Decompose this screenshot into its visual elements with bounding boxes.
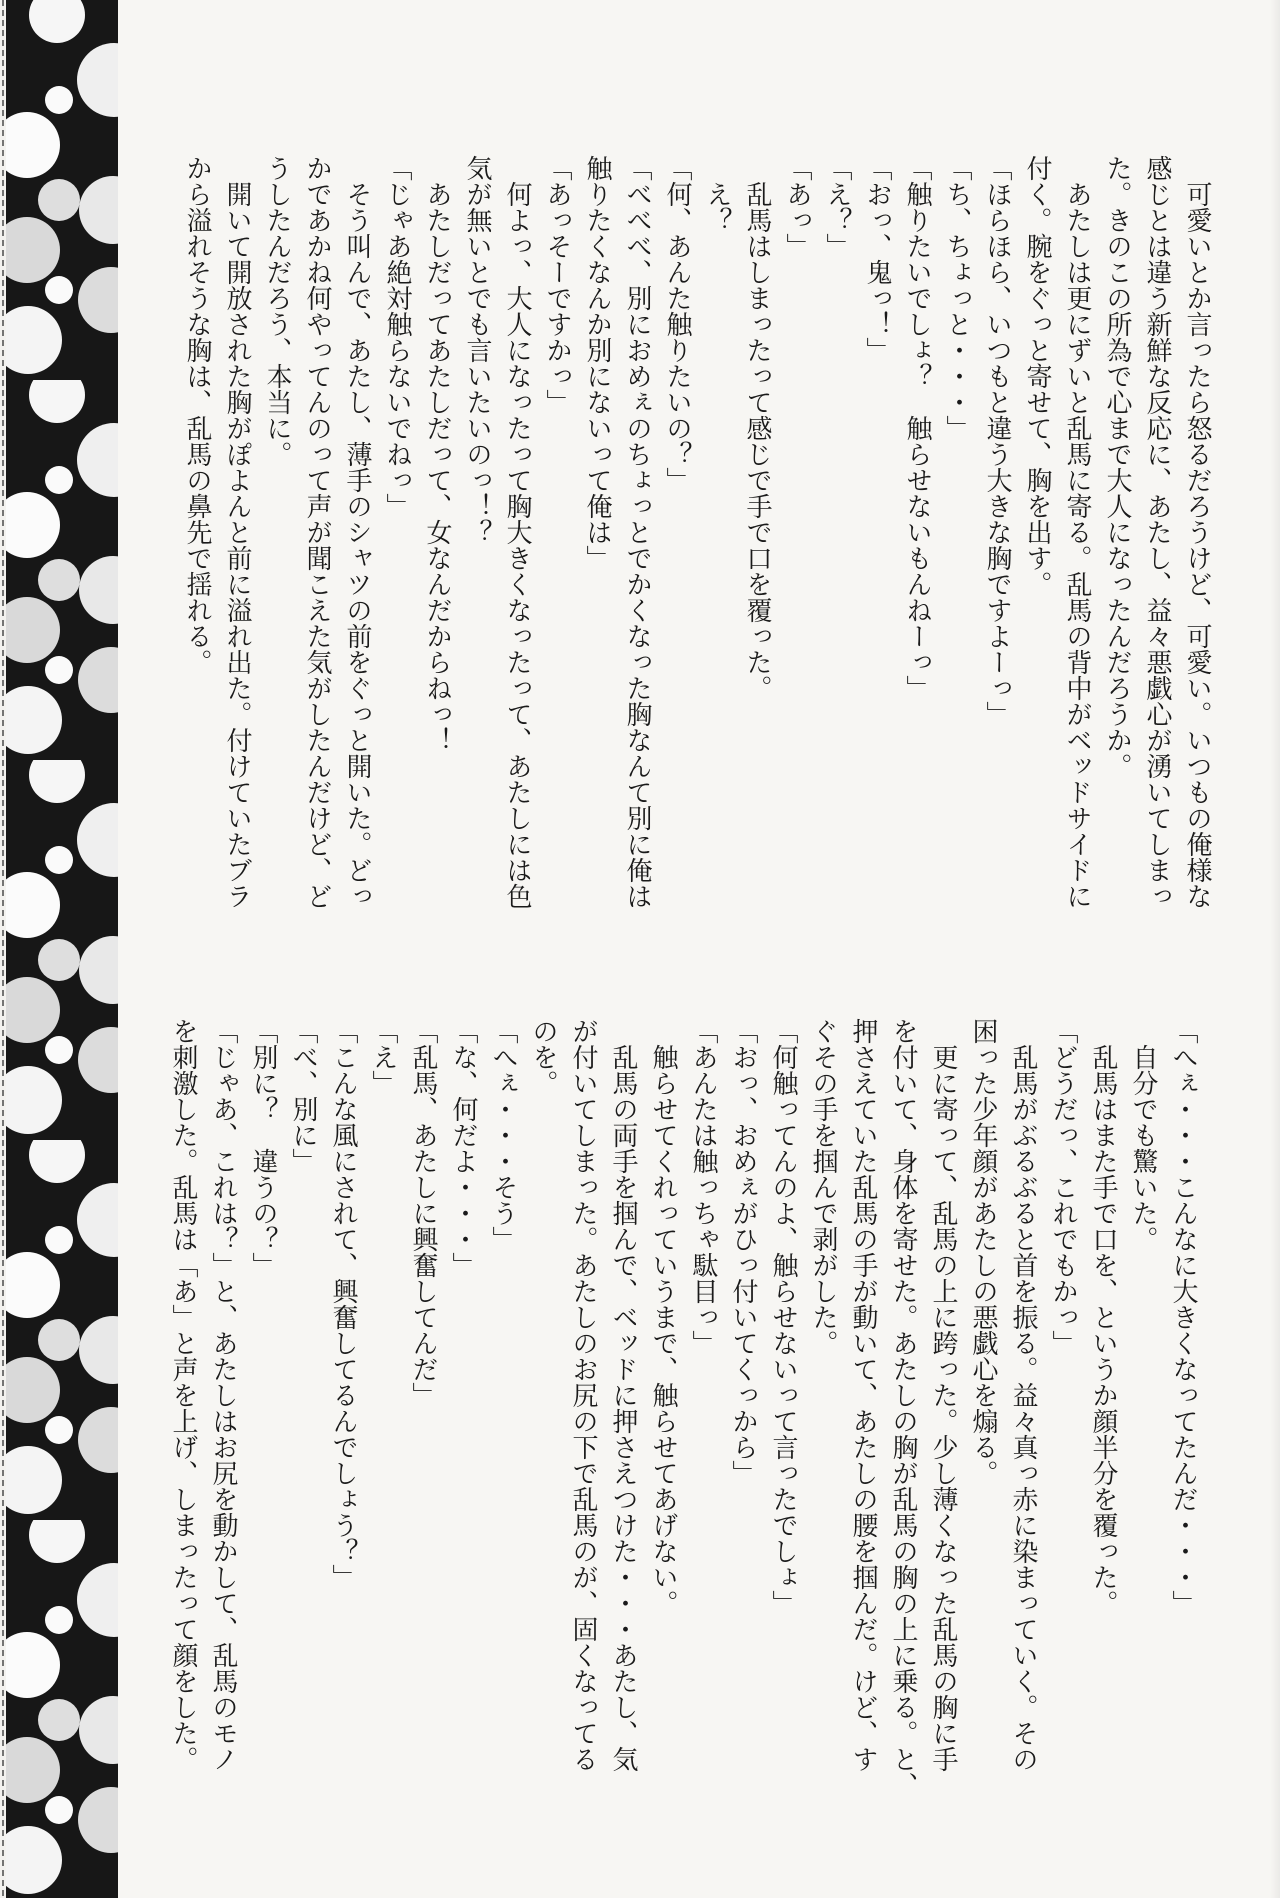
text-line: 触らせてくれっていうまで、触らせてあげない。 — [649, 1018, 678, 1616]
text-line: 「どうだっ、これでもかっ」 — [1049, 1018, 1078, 1356]
text-line: かであかね何やってんのって声が聞こえた気がしたんだけど、ど — [303, 155, 332, 909]
text-line: 気が無いとでも言いたいのっ！？ — [463, 155, 492, 545]
text-line: 「じゃあ、これは？」と、あたしはお尻を動かして、乱馬のモノ — [209, 1018, 238, 1772]
text-line: 「あっ」 — [783, 155, 812, 259]
text-line: ぐその手を掴んで剥がした。 — [809, 1018, 838, 1356]
text-line: 「え」 — [369, 1018, 398, 1096]
text-line: 「ち、ちょっと・・・」 — [943, 155, 972, 441]
text-line: 押さえていた乱馬の手が動いて、あたしの腰を掴んだ。けど、す — [849, 1018, 878, 1772]
text-line: 可愛いとか言ったら怒るだろうけど、可愛い。いつもの俺様な — [1183, 155, 1212, 909]
text-line: 「へぇ・・・こんなに大きくなってたんだ・・・」 — [1169, 1018, 1198, 1616]
text-line: 「おっ、鬼っ！」 — [863, 155, 892, 363]
text-line: 乱馬はまた手で口を、というか顔半分を覆った。 — [1089, 1018, 1118, 1616]
text-line: 「触りたいでしょ？ 触らせないもんねーっ」 — [903, 155, 932, 701]
text-line: あたしは更にずいと乱馬に寄る。乱馬の背中がベッドサイドに — [1063, 155, 1092, 909]
text-line: 「べべべ、別におめぇのちょっとでかくなった胸なんて別に俺は — [623, 155, 652, 909]
text-block-upper — [177, 155, 1217, 941]
text-line: 「乱馬、あたしに興奮してんだ」 — [409, 1018, 438, 1408]
text-line: 「何触ってんのよ、触らせないって言ったでしょ」 — [769, 1018, 798, 1616]
text-line: 「へぇ・・・そう」 — [489, 1018, 518, 1252]
text-line: から溢れそうな胸は、乱馬の鼻先で揺れる。 — [183, 155, 212, 675]
text-line: 「え？」 — [823, 155, 852, 259]
text-line: 「別に？ 違うの？」 — [249, 1018, 278, 1278]
text-line: 乱馬の両手を掴んで、ベッドに押さえつけた・・・あたし、気 — [609, 1018, 638, 1772]
text-line: あたしだってあたしだって、女なんだからねっ！ — [423, 155, 452, 753]
polka-dot-pattern-icon — [0, 0, 118, 1898]
text-line: 「おっ、おめぇがひっ付いてくっから」 — [729, 1018, 758, 1486]
text-line: た。きのこの所為で心まで大人になったんだろうか。 — [1103, 155, 1132, 779]
text-line: 「べ、別に」 — [289, 1018, 318, 1174]
text-line: 触りたくなんか別にないって俺は」 — [583, 155, 612, 571]
text-line: 更に寄って、乱馬の上に跨った。少し薄くなった乱馬の胸に手 — [929, 1018, 958, 1772]
text-line: 乱馬はしまったって感じで手で口を覆った。 — [743, 155, 772, 701]
text-line: を刺激した。乱馬は「あ」と声を上げ、しまったって顔をした。 — [169, 1018, 198, 1772]
text-line: 何よっ、大人になったって胸大きくなったって、あたしには色 — [503, 155, 532, 909]
text-line: 「ほらほら、いつもと違う大きな胸ですよーっ」 — [983, 155, 1012, 727]
text-line: 「何、あんた触りたいの？」 — [663, 155, 692, 493]
text-line: 「じゃあ絶対触らないでねっ」 — [383, 155, 412, 519]
text-line: が付いてしまった。あたしのお尻の下で乱馬のが、固くなってる — [569, 1018, 598, 1772]
page-edge-shadow — [1270, 0, 1280, 1898]
text-line: 「あんたは触っちゃ駄目っ」 — [689, 1018, 718, 1356]
text-line: 付く。腕をぐっと寄せて、胸を出す。 — [1023, 155, 1052, 597]
text-block-lower — [163, 1018, 1203, 1830]
polka-dot-border — [0, 0, 118, 1898]
text-line: え？ — [703, 155, 732, 233]
text-line: 開いて開放された胸がぽよんと前に溢れ出た。付けていたブラ — [223, 155, 252, 909]
text-line: 感じとは違う新鮮な反応に、あたし、益々悪戯心が湧いてしまっ — [1143, 155, 1172, 909]
text-line: 「あっそーですかっ」 — [543, 155, 572, 415]
text-line: 困った少年顔があたしの悪戯心を煽る。 — [969, 1018, 998, 1486]
text-line: 「こんな風にされて、興奮してるんでしょう？」 — [329, 1018, 358, 1590]
text-line: 乱馬がぶるぶると首を振る。益々真っ赤に染まっていく。その — [1009, 1018, 1038, 1772]
text-line: そう叫んで、あたし、薄手のシャツの前をぐっと開いた。どっ — [343, 155, 372, 909]
text-line: を付いて、身体を寄せた。あたしの胸が乱馬の胸の上に乗る。と、 — [889, 1018, 918, 1798]
text-line: 「な、何だよ・・・」 — [449, 1018, 478, 1278]
text-line: 自分でも驚いた。 — [1129, 1018, 1158, 1252]
text-line: うしたんだろう、本当に。 — [263, 155, 292, 467]
text-line: のを。 — [529, 1018, 558, 1096]
